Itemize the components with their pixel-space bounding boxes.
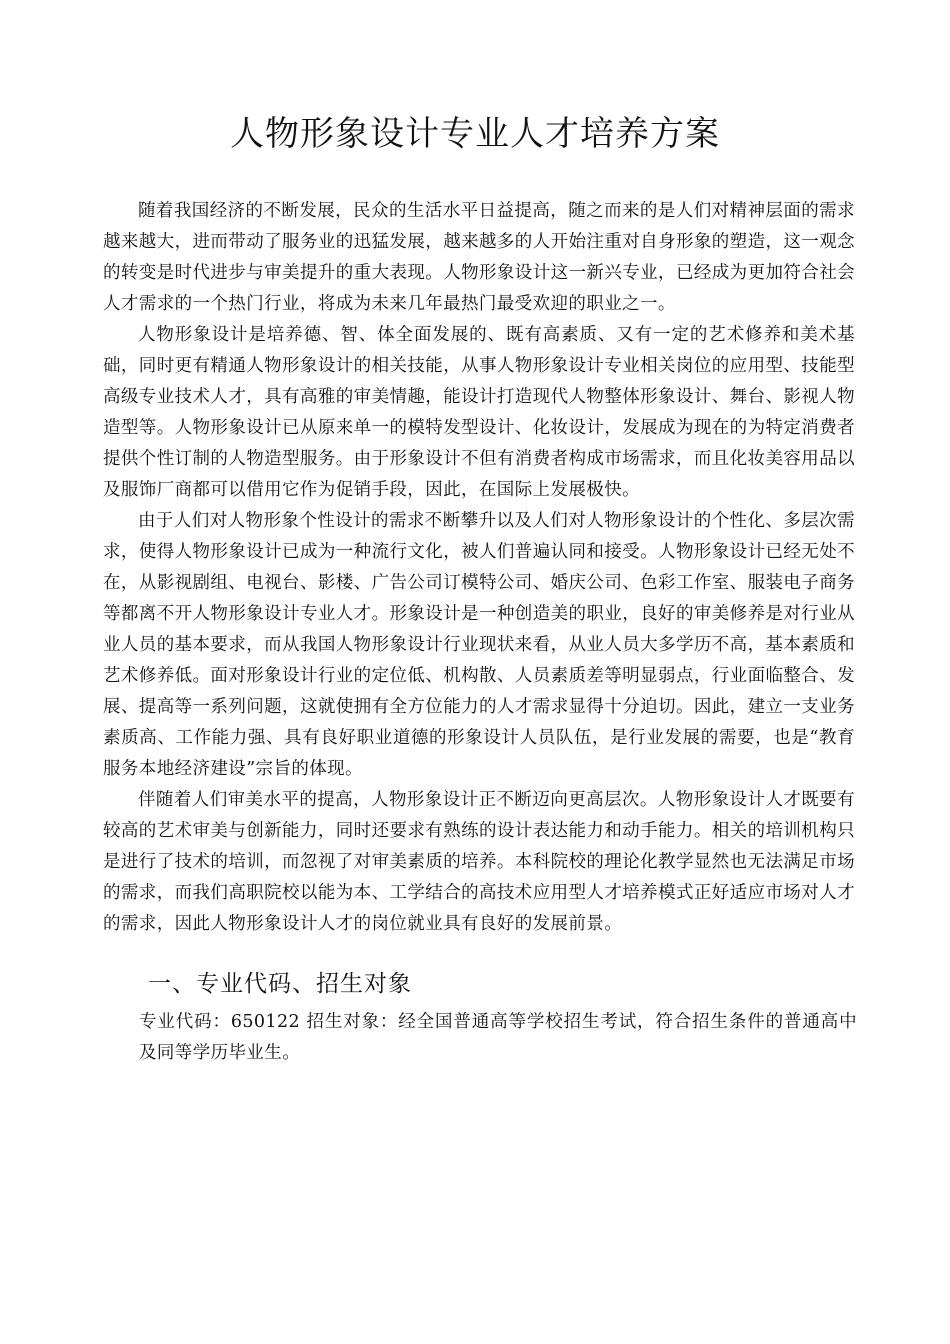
document-title: 人物形象设计专业人才培养方案 xyxy=(230,114,720,154)
paragraph-prospects: 伴随着人们审美水平的提高，人物形象设计正不断迈向更高层次。人物形象设计人才既要有较高的艺术审美与创新能力，同时还要求有熟练的设计表达能力和动手能力。相关的培训机构只是进行了技术的培训，而忽视了对审美素质的培养。本科院校的理论化教学显然也无法满足市场的需求，而我们高职院校以能为本、工学结合的高技术应用型人才培养模式正好适应市场对人才的需求，因此人物形象设计人才的岗位就业具有良好的发展前景。 xyxy=(103,790,855,934)
section-body-code-enrollment xyxy=(139,1007,857,1069)
paragraph-definition: 人物形象设计是培养德、智、体全面发展的、既有高素质、又有一定的艺术修养和美术基础，同时更有精通人物形象设计的相关技能，从事人物形象设计专业相关岗位的应用型、技能型高级专业技术人才，具有高雅的审美情趣，能设计打造现代人物整体形象设计、舞台、影视人物造型等。人物形象设计已从原来单一的模特发型设计、化妆设计，发展成为现在的为特定消费者提供个性订制的人物造型服务。由于形象设计不但有消费者构成市场需求，而且化妆美容用品以及服饰厂商都可以借用它作为促销手段，因此，在国际上发展极快。 xyxy=(103,325,855,500)
document-body xyxy=(103,196,855,940)
paragraph-demand: 由于人们对人物形象个性设计的需求不断攀升以及人们对人物形象设计的个性化、多层次需求，使得人物形象设计已成为一种流行文化，被人们普遍认同和接受。人物形象设计已经无处不在，从影视剧组、电视台、影楼、广告公司订模特公司、婚庆公司、色彩工作室、服装电子商务等都离不开人物形象设计专业人才。形象设计是一种创造美的职业，良好的审美修养是对行业从业人员的基本要求，而从我国人物形象设计行业现状来看，从业人员大多学历不高，基本素质和艺术修养低。面对形象设计行业的定位低、机构散、人员素质差等明显弱点，行业面临整合、发展、提高等一系列问题，这就使拥有全方位能力的人才需求显得十分迫切。因此，建立一支业务素质高、工作能力强、具有良好职业道德的形象设计人员队伍，是行业发展的需要，也是“教育服务本地经济建设”宗旨的体现。 xyxy=(103,511,855,779)
section-heading-code-enrollment: 一、专业代码、招生对象 xyxy=(148,971,412,997)
paragraph-intro: 随着我国经济的不断发展，民众的生活水平日益提高，随之而来的是人们对精神层面的需求越来越大，进而带动了服务业的迅猛发展，越来越多的人开始注重对自身形象的塑造，这一观念的转变是时代进步与审美提升的重大表现。人物形象设计这一新兴专业，已经成为更加符合社会人才需求的一个热门行业，将成为未来几年最热门最受欢迎的职业之一。 xyxy=(103,201,855,314)
section-text-code-enrollment: 专业代码：650122 招生对象：经全国普通高等学校招生考试，符合招生条件的普通高中及同等学历毕业生。 xyxy=(139,1012,857,1063)
